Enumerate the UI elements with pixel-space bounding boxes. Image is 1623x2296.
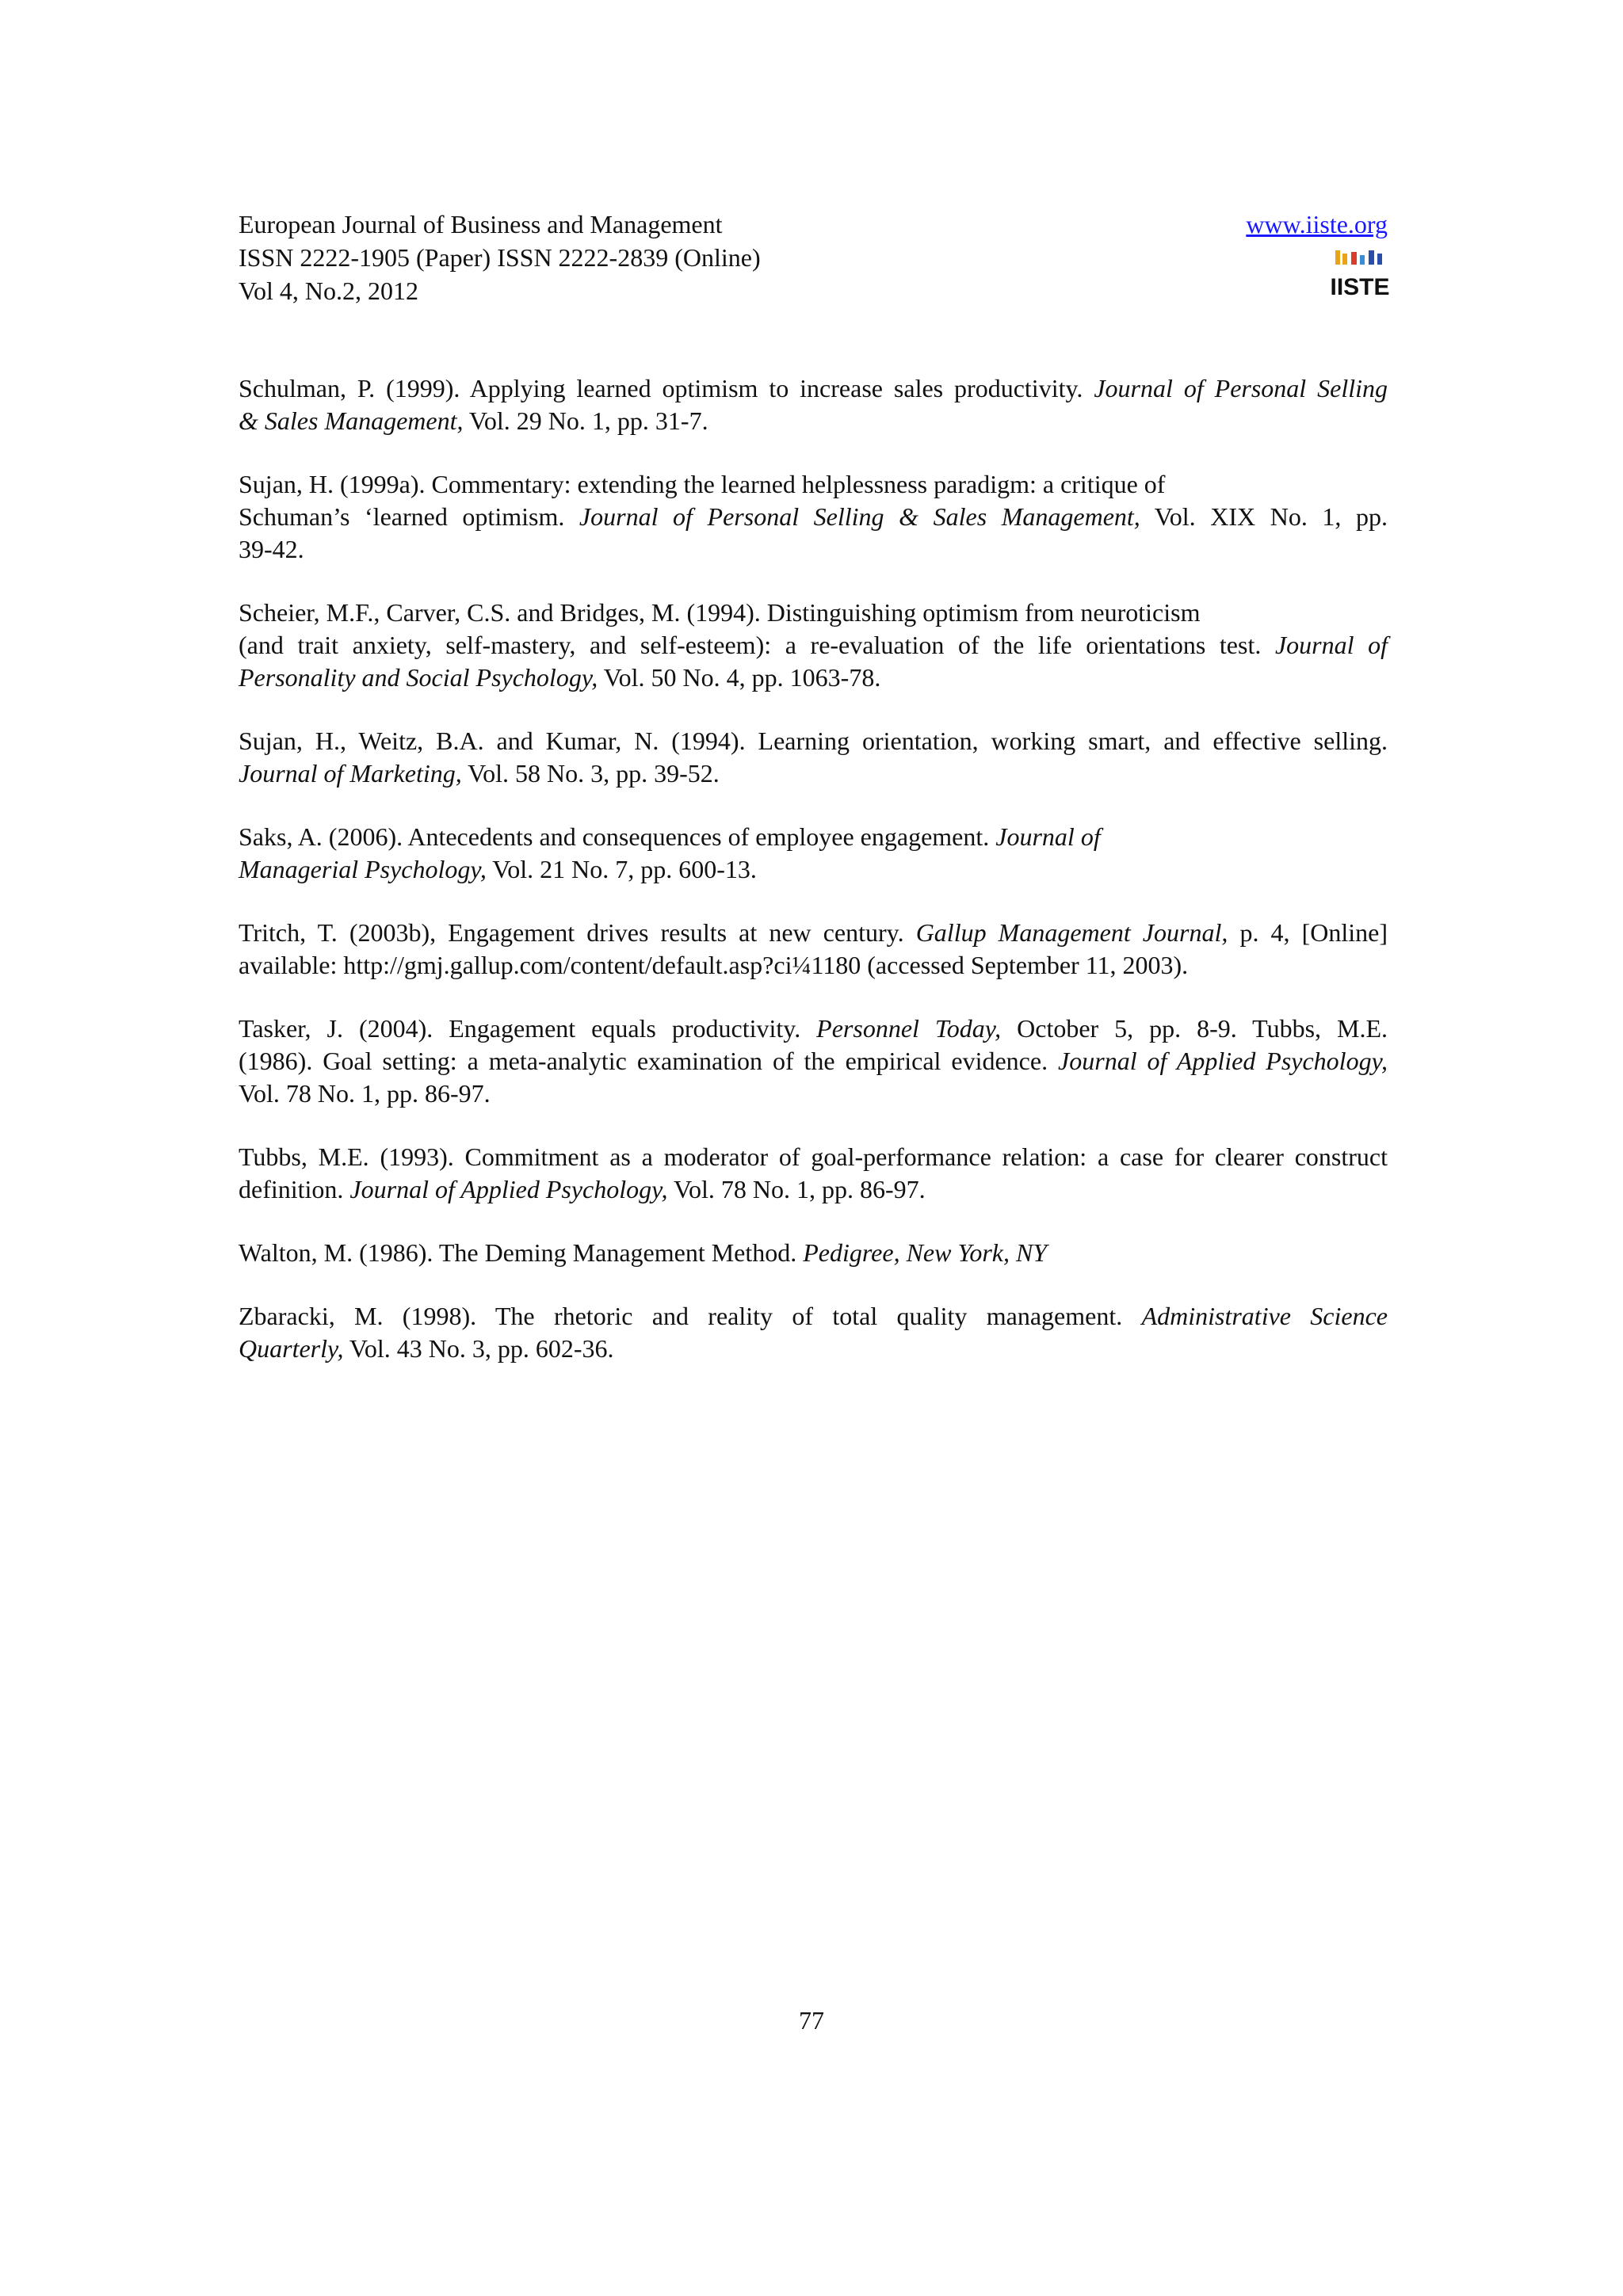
website-link[interactable]: www.iiste.org xyxy=(1246,210,1388,238)
journal-info xyxy=(239,208,761,307)
reference-item: Sujan, H. (1999a). Commentary: extending the learned helplessness paradigm: a critique of Schuman’s ‘learned optimism. Journal of Personal Selling & Sales Management, Vol. XIX No. 1, pp. 39-42. xyxy=(239,470,1388,563)
reference-item: Scheier, M.F., Carver, C.S. and Bridges, M. (1994). Distinguishing optimism from neuroticism (and trait anxiety, self-mastery, and self-esteem): a re-evaluation of the life orientations test. Journal of Personality and Social Psychology, Vol. 50 No. 4, pp. 1063-78. xyxy=(239,598,1388,692)
journal-volume: Vol 4, No.2, 2012 xyxy=(239,277,418,305)
page-header xyxy=(239,208,1388,318)
reference-item: Schulman, P. (1999). Applying learned optimism to increase sales productivity. Journal of Personal Selling & Sales Management, Vol. 29 No. 1, pp. 31-7. xyxy=(239,374,1388,435)
reference-item: Saks, A. (2006). Antecedents and consequences of employee engagement. Journal of Managerial Psychology, Vol. 21 No. 7, pp. 600-13. xyxy=(239,822,1101,883)
reference-item: Walton, M. (1986). The Deming Management Method. Pedigree, New York, NY xyxy=(239,1238,1048,1267)
reference-item: Zbaracki, M. (1998). The rhetoric and reality of total quality management. Administrative Science Quarterly, Vol. 43 No. 3, pp. 602-36. xyxy=(239,1302,1388,1363)
reference-list xyxy=(239,372,1388,1396)
reference-item: Tubbs, M.E. (1993). Commitment as a moderator of goal-performance relation: a case for clearer construct definition. Journal of Applied Psychology, Vol. 78 No. 1, pp. 86-97. xyxy=(239,1142,1388,1203)
page-number: 77 xyxy=(799,2006,824,2035)
journal-name: European Journal of Business and Management xyxy=(239,210,723,238)
reference-item: Tasker, J. (2004). Engagement equals productivity. Personnel Today, October 5, pp. 8-9. Tubbs, M.E. (1986). Goal setting: a meta-analytic examination of the empirical evidence. Journal of Applied Psychology, Vol. 78 No. 1, pp. 86-97. xyxy=(239,1014,1388,1108)
journal-issn: ISSN 2222-1905 (Paper) ISSN 2222-2839 (Online) xyxy=(239,243,761,272)
svg-text:IISTE: IISTE xyxy=(1330,274,1390,300)
iiste-logo xyxy=(1330,249,1390,301)
reference-item: Tritch, T. (2003b), Engagement drives results at new century. Gallup Management Journal, p. 4, [Online] available: http://gmj.gallup.com/content/default.asp?ci¼1180 (accessed September 11, 2003). xyxy=(239,918,1388,979)
reference-item: Sujan, H., Weitz, B.A. and Kumar, N. (1994). Learning orientation, working smart, and effective selling. Journal of Marketing, Vol. 58 No. 3, pp. 39-52. xyxy=(239,727,1388,788)
